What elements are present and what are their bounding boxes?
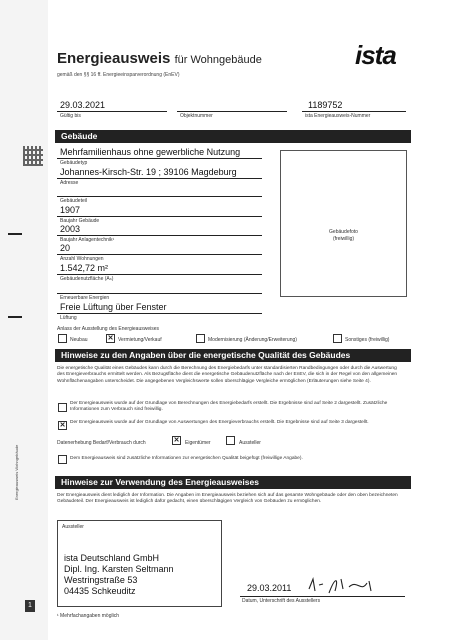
address-line (57, 178, 262, 179)
valid-until-label: Gültig bis (60, 113, 81, 119)
basis-consumption-text: Der Energieausweis wurde auf der Grundlage von Auswertungen des Energieverbrauchs erstellt. Die Ergebnisse sind auf Seite 3 dargestellt. (70, 420, 369, 425)
apartments-value: 20 (60, 243, 71, 253)
usable-area-line (57, 274, 262, 275)
fold-mark (8, 233, 22, 235)
address-value: Johannes-Kirsch-Str. 19 ; 39106 Magdeburg (60, 167, 237, 177)
usable-area-label: Gebäudenutzfläche (Aₙ) (60, 276, 114, 282)
data-collection-label: Datenerhebung Bedarf/Verbrauch durch (57, 440, 146, 446)
photo-label-2: (freiwillig) (332, 236, 355, 242)
signature-image (305, 575, 385, 597)
renewable-energy-label: Erneuerbare Energien (60, 295, 110, 301)
building-part-line (57, 196, 262, 197)
apartments-label: Anzahl Wohnungen (60, 256, 104, 262)
occasion-modernization-label: Modernisierung (Änderung/Erweiterung) (208, 337, 297, 343)
section-usage-header: Hinweise zur Verwendung des Energieausweises (55, 476, 411, 489)
document-subtitle: gemäß den §§ 16 ff. Energieeinsparverordnung (EnEV) (57, 72, 180, 78)
signature-line (240, 596, 405, 597)
plant-year-label: Baujahr Anlagentechnik¹ (60, 237, 115, 243)
construction-year-label: Baujahr Gebäude (60, 218, 100, 224)
plant-year-line (57, 235, 262, 236)
ventilation-value: Freie Lüftung über Fenster (60, 302, 167, 312)
certificate-number-value: 1189752 (308, 100, 343, 110)
owner-label: Eigentümer (185, 440, 211, 446)
owner-checkbox[interactable]: ✕ (173, 437, 180, 444)
punch-mark (8, 316, 22, 318)
usage-paragraph: Der Energieausweis dient lediglich der Information. Die Angaben im Energieausweis beziehen sich auf das gesamte Wohngebäude oder den oben bezeichneten Gebäudeteil. Der Energieausweis ist lediglich dafür gedacht, einen überschlägigen Vergleich von Gebäuden zu ermöglichen. (57, 493, 398, 505)
occasion-other-checkbox[interactable] (333, 334, 342, 343)
issuer-line-4: 04435 Schkeuditz (64, 586, 136, 596)
issuer-checkbox[interactable] (226, 436, 235, 445)
valid-until-line (57, 111, 167, 112)
renewable-energy-line (57, 293, 262, 294)
basis-consumption-checkbox[interactable]: ✕ (59, 422, 66, 429)
certificate-number-line (302, 111, 406, 112)
construction-year-value: 1907 (60, 205, 81, 215)
ista-logo: ista (355, 40, 396, 70)
qr-code (23, 146, 43, 166)
building-type-value: Mehrfamilienhaus ohne gewerbliche Nutzung (60, 147, 241, 157)
occasion-new-checkbox[interactable] (58, 334, 67, 343)
issue-date-value: 29.03.2011 (247, 583, 292, 593)
page-number: 1 (25, 600, 35, 612)
plant-year-value: 2003 (60, 224, 81, 234)
address-label: Adresse (60, 180, 79, 186)
basis-demand-checkbox[interactable] (58, 403, 67, 412)
issuer-line-2: Dipl. Ing. Karsten Seltmann (64, 564, 174, 574)
quality-paragraph: Die energetische Qualität eines Gebäudes kann durch die Berechnung des Energiebedarfs unter standardisierten Randbedingungen oder durch die Auswertung des Energieverbrauchs ermittelt werden. Als Bezugsfläche dient die energetische Gebäudenutzfläche nach der EnEV, die sich in der Regel von den allgemeinen Wohnflächenangaben unterscheidet. Die angegebenen Vergleichswerte sollen überschlägige Vergleiche ermöglichen (Erläuterungen siehe Seite 4). (57, 366, 398, 384)
issuer-box (57, 520, 222, 607)
usable-area-value: 1.542,72 m² (60, 263, 109, 273)
additional-info-text: Dem Energieausweis sind zusätzliche Informationen zur energetischen Qualität beigefügt (freiwillige Angabe). (70, 456, 303, 461)
object-number-label: Objektnummer (180, 113, 213, 119)
title-sub: für Wohngebäude (174, 54, 262, 66)
object-number-line (177, 111, 287, 112)
signature-label: Datum, Unterschrift des Ausstellers (242, 598, 321, 604)
occasion-label: Anlass der Ausstellung des Energieausweises (57, 326, 160, 332)
building-type-line (57, 158, 262, 159)
section-quality-header: Hinweise zu den Angaben über die energetische Qualität des Gebäudes (55, 349, 411, 362)
section-building-header: Gebäude (55, 130, 411, 143)
additional-info-checkbox[interactable] (58, 455, 67, 464)
issuer-option-label: Aussteller (239, 440, 261, 446)
basis-demand-text: Der Energieausweis wurde auf der Grundlage von Berechnungen des Energiebedarfs erstellt. Die Ergebnisse sind auf Seite 2 dargestellt. Zusätzliche Informationen zum Verbrauch sind freiwillig. (70, 401, 388, 413)
occasion-rent-sale-checkbox[interactable]: ✕ (107, 335, 114, 342)
ventilation-label: Lüftung (60, 315, 77, 321)
building-type-label: Gebäudetyp (60, 160, 88, 166)
title-main: Energieausweis (57, 50, 171, 67)
valid-until-value: 29.03.2021 (60, 100, 106, 110)
document-title (57, 50, 262, 67)
issuer-line-1: ista Deutschland GmbH (64, 553, 160, 563)
side-text: Energieausweis Wohngebäude (14, 444, 19, 500)
occasion-new-label: Neubau (70, 337, 88, 343)
construction-year-line (57, 216, 262, 217)
building-photo-box (280, 150, 407, 297)
ventilation-line (57, 313, 262, 314)
occasion-other-label: Sonstiges (freiwillig) (345, 337, 390, 343)
occasion-rent-sale-label: Vermietung/Verkauf (118, 337, 162, 343)
issuer-box-label: Aussteller (62, 524, 84, 530)
photo-label-1: Gebäudefoto (329, 229, 358, 235)
occasion-modernization-checkbox[interactable] (196, 334, 205, 343)
apartments-line (57, 254, 262, 255)
footnote: ¹ Mehrfachangaben möglich (57, 613, 119, 619)
left-margin-strip (0, 0, 48, 640)
issuer-line-3: Westringstraße 53 (64, 575, 138, 585)
certificate-number-label: ista Energieausweis-Nummer (305, 113, 371, 119)
building-part-label: Gebäudeteil (60, 198, 87, 204)
